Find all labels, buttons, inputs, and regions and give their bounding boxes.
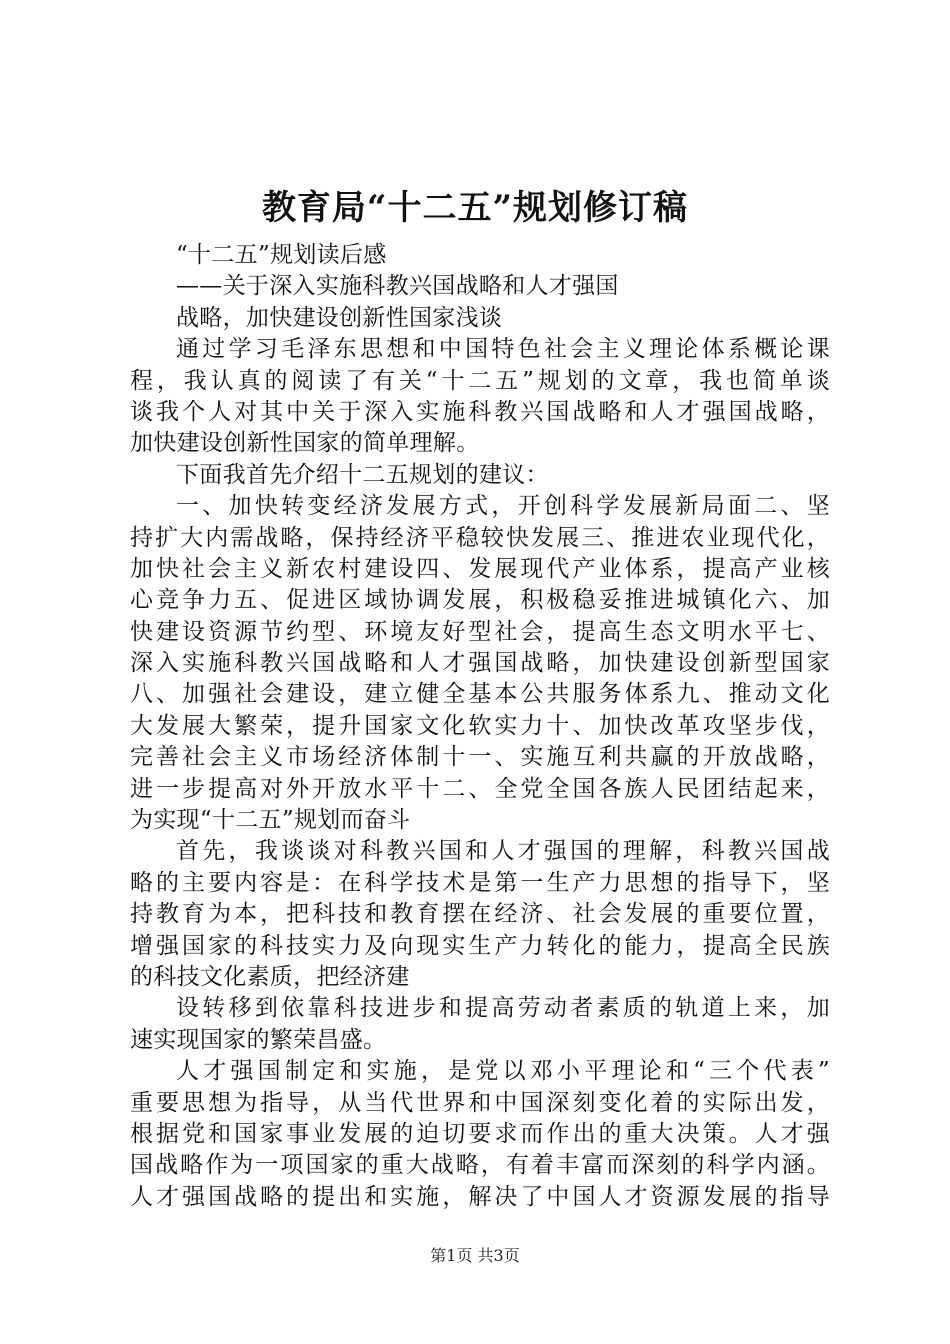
text-line: 持教育为本，把科技和教育摆在经济、社会发展的重要位置， xyxy=(130,901,830,928)
text-line: 进一步提高对外开放水平十二、全党全国各族人民团结起来， xyxy=(130,775,830,802)
text-line: 一、加快转变经济发展方式，开创科学发展新局面二、坚 xyxy=(176,493,830,520)
text-line: 完善社会主义市场经济体制十一、实施互利共赢的开放战略， xyxy=(130,744,830,771)
text-line: 设转移到依靠科技进步和提高劳动者素质的轨道上来，加 xyxy=(176,995,830,1022)
text-line: 首先，我谈谈对科教兴国和人才强国的理解，科教兴国战 xyxy=(176,838,830,865)
text-line: 程，我认真的阅读了有关“十二五”规划的文章，我也简单谈 xyxy=(130,367,830,394)
text-line: 加快建设创新性国家的简单理解。 xyxy=(130,430,480,457)
text-line: 根据党和国家事业发展的迫切要求而作出的重大决策。人才强 xyxy=(130,1120,830,1147)
text-line: 重要思想为指导，从当代世界和中国深刻变化着的实际出发， xyxy=(130,1089,830,1116)
text-line: 加快社会主义新农村建设四、发展现代产业体系，提高产业核 xyxy=(130,555,830,582)
text-line: 战略，加快建设创新性国家浅谈 xyxy=(176,304,503,331)
text-line: 心竞争力五、促进区域协调发展，积极稳妥推进城镇化六、加 xyxy=(130,587,830,614)
text-line: 速实现国家的繁荣昌盛。 xyxy=(130,1026,387,1053)
text-line: 快建设资源节约型、环境友好型社会，提高生态文明水平七、 xyxy=(130,618,830,645)
document-title: 教育局“十二五”规划修订稿 xyxy=(261,188,689,228)
text-line: 持扩大内需战略，保持经济平稳较快发展三、推进农业现代化， xyxy=(130,524,830,551)
text-line: 谈我个人对其中关于深入实施科教兴国战略和人才强国战略， xyxy=(130,398,830,425)
text-line: 为实现“十二五”规划而奋斗 xyxy=(130,807,411,834)
text-line: 人才强国战略的提出和实施，解决了中国人才资源发展的指导 xyxy=(130,1183,830,1210)
text-line: 大发展大繁荣，提升国家文化软实力十、加快改革攻坚步伐， xyxy=(130,712,830,739)
text-line: 增强国家的科技实力及向现实生产力转化的能力，提高全民族 xyxy=(130,932,830,959)
text-line: 国战略作为一项国家的重大战略，有着丰富而深刻的科学内涵。 xyxy=(130,1152,830,1179)
text-line: 八、加强社会建设，建立健全基本公共服务体系九、推动文化 xyxy=(130,681,830,708)
text-line: 人才强国制定和实施，是党以邓小平理论和“三个代表” xyxy=(176,1058,830,1085)
text-line: 通过学习毛泽东思想和中国特色社会主义理论体系概论课 xyxy=(176,336,830,363)
document-body xyxy=(130,240,830,1213)
page-number-footer: 第1页 共3页 xyxy=(430,1246,520,1265)
text-line: “十二五”规划读后感 xyxy=(176,242,387,268)
text-line: 深入实施科教兴国战略和人才强国战略，加快建设创新型国家 xyxy=(130,650,830,677)
text-line: 的科技文化素质，把经济建 xyxy=(130,963,410,990)
text-line: 略的主要内容是：在科学技术是第一生产力思想的指导下，坚 xyxy=(130,869,830,896)
text-line: 下面我首先介绍十二五规划的建议： xyxy=(176,461,549,488)
text-line: ——关于深入实施科教兴国战略和人才强国 xyxy=(176,273,619,300)
